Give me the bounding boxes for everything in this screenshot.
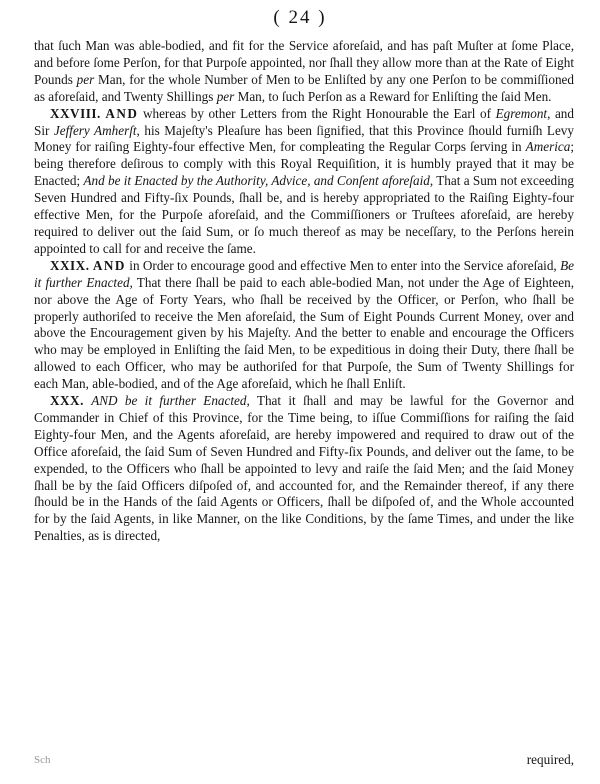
section-number: XXVIII.: [50, 105, 101, 121]
section-number: XXX.: [50, 393, 84, 409]
text-run: , and Sir: [34, 105, 574, 138]
italic-run: AND be it further Enacted,: [91, 393, 250, 409]
italic-run: per: [216, 88, 235, 104]
section-xxviii: [34, 106, 574, 258]
page-footer: [34, 752, 574, 768]
signature-mark: Sch: [34, 754, 51, 766]
text-run: whereas by other Letters from the Right Honourable the Earl of: [138, 105, 496, 121]
section-xxx: [34, 393, 574, 545]
italic-run: Be it further Enacted,: [34, 257, 575, 290]
section-and: AND: [92, 257, 126, 273]
italic-run: America: [525, 139, 571, 155]
text-run: That it ſhall and may be lawful for the Governor and Commander in Chief of this Province, for the Time being, to iſſue Commiſſions for raiſing the ſaid Eighty-four Men, and the Agents aforeſaid, are hereby impowered and required to draw out of the Office aforeſaid, the ſaid Sum of Seven Hundred and Fifty-ſix Pounds, and deliver out the ſame, to be expended, to the Officers who ſhall be appointed to levy and raiſe the ſaid Men; and the ſaid Money ſhall be by the ſaid Officers diſpoſed of, and accounted for, and the Remainder thereof, if any there ſhould be in the Hands of the ſaid Agents or Officers, ſhall be diſpoſed of, and the Whole accounted for by the ſaid Agents, in like Manner, on the like Conditions, by the ſame Times, and under the like Penalties, as is directed,: [34, 393, 575, 544]
text-run: ; being therefore deſirous to comply with this Royal Requiſition, it is humbly prayed that it may be Enacted;: [34, 139, 574, 189]
text-run: Man, for the whole Number of Men to be Enliſted by any one Perſon to be commiſſioned as aforeſaid, and Twenty Shillings: [34, 71, 575, 104]
text-run: in Order to encourage good and effective Men to enter into the Service aforeſaid,: [125, 257, 561, 273]
body-text: [34, 38, 574, 545]
text-run: , his Majeſty's Pleaſure has been ſignified, that this Province ſhould furniſh Levy Money for raiſing Eighty-four effective Men, for compleating the Regular Corps ſerving in: [34, 122, 574, 155]
text-run: That there ſhall be paid to each able-bodied Man, not under the Age of Eighteen, nor above the Age of Forty Years, who ſhall be received by the Officer, or Perſon, who ſhall be properly authoriſed to receive the Men aforeſaid, the Sum of Eight Pounds Current Money, over and above the Encouragement given by his Majeſty. And the better to enable and encourage the Officers who may be employed in Enliſting the ſaid Men, to be expeditious in doing their Duty, there ſhall be allowed to each Officer, who may be authoriſed for that Purpoſe, the Sum of Twenty Shillings for each Man, able-bodied, and of the Age aforeſaid, which he ſhall Enliſt.: [34, 274, 575, 392]
italic-run: Egremont: [495, 105, 548, 121]
text-run: Man, to ſuch Perſon as a Reward for Enliſting the ſaid Men.: [234, 88, 552, 104]
paragraph-continuation: [34, 38, 574, 106]
section-xxix: [34, 258, 574, 393]
section-and: AND: [105, 105, 139, 121]
text-run: that ſuch Man was able-bodied, and fit for the Service aforeſaid, and has paſt Muſter at ſome Place, and before ſome Perſon, for that Purpoſe appointed, nor ſhall they allow more than at the Rate of Eight Pounds: [34, 38, 574, 87]
italic-run: per: [76, 71, 95, 87]
catchword: required,: [526, 752, 574, 767]
italic-run: And be it Enacted by the Authority, Advice, and Conſent aforeſaid,: [83, 173, 434, 189]
text-run: That a Sum not exceeding Seven Hundred and Fifty-ſix Pounds, ſhall be, and is hereby appropriated to the Raiſing Eighty-four effective Men, for the Purpoſe aforeſaid, and the Commiſſioners or Truſtees aforeſaid, are hereby required to deliver out the ſaid Sum, or ſo much thereof as may be neceſſary, to the Perſons herein appointed to call for and receive the ſame.: [34, 173, 574, 256]
section-number: XXIX.: [50, 257, 90, 273]
italic-run: Jeffery Amherſt: [53, 122, 137, 138]
page-number: ( 24 ): [273, 7, 327, 28]
